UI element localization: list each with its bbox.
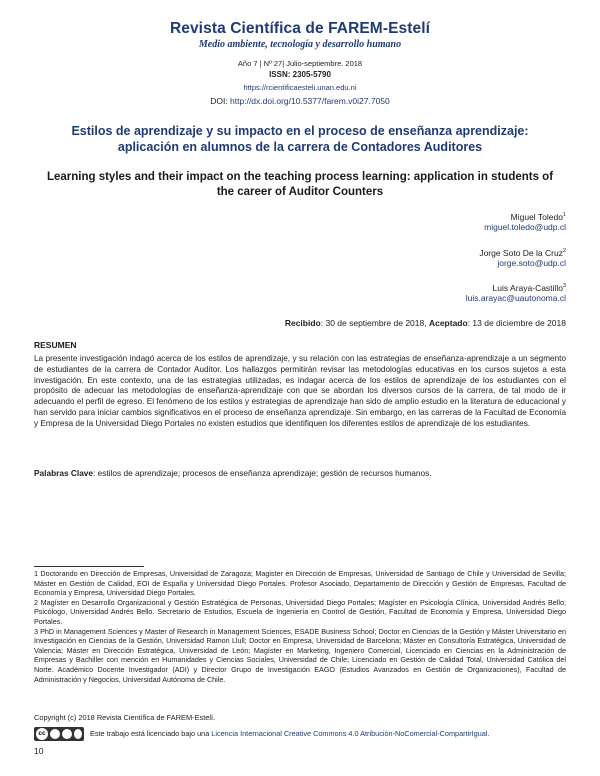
author-email-link[interactable]: luis.arayac@uautonoma.cl [465,293,566,303]
journal-subtitle: Medio ambiente, tecnología y desarrollo humano [198,39,402,50]
noncommercial-icon [62,729,72,739]
footnote-3: 3 PhD in Management Sciences y Master of Research in Management Sciences, ESADE Business School; Doctor en Ciencias de la Gestión y Máster Universitario en Investigación en Ciencias de la Gestión, Universidad Ramon Llull; Doctor en Empresa, Universidad de Barcelona; Máster en Consultoría Estratégica, Universidad de Valencia; Máster en Dirección Estratégica, Universidad de León; Magíster en Marketing, Ingeniero Comercial, Licenciado en Ciencias en la Administración de Empresas y Bachiller con mención en Humanidades y Ciencias Sociales, Universidad de Chile; Licenciado en Gestión de Calidad Total, Universidad Católica del Norte. Académico Docente Investigador (ADI) y Director Grupo de Investigación EAGO (Estudios Avanzados en Gestión de Organizaciones), Facultad de Administración y Negocios, Universidad Autónoma de Chile. [34,626,566,684]
license-prefix: Este trabajo está licenciado bajo una [90,729,212,738]
author-name: Miguel Toledo [510,212,563,222]
cc-icon: cc [36,728,48,740]
author-3 [466,283,566,303]
author-email-link[interactable]: jorge.soto@udp.cl [497,258,566,268]
license-link[interactable]: Licencia Internacional Creative Commons 4.0 Atribución-NoComercial-CompartirIgual [211,729,488,738]
keywords-text: : estilos de aprendizaje; procesos de enseñanza aprendizaje; gestión de recursos humanos. [93,468,432,478]
keywords-label: Palabras Clave [34,468,94,478]
journal-url-link[interactable]: https://rcientificaesteli.unan.edu.ni [243,83,357,92]
page-number: 10 [34,746,44,756]
title-spanish: Estilos de aprendizaje y su impacto en el proceso de enseñanza aprendizaje: aplicación en alumnos de la carrera de Contadores Auditores [71,124,529,154]
license-row [34,727,574,741]
author-footnote-ref[interactable]: 3 [562,283,566,290]
author-footnote-ref[interactable]: 1 [562,212,566,219]
license-suffix: . [487,729,490,738]
author-1 [484,212,566,232]
received-label: Recibido [284,318,321,328]
sharealike-icon [74,729,82,739]
footnote-1: 1 Doctorando en Dirección de Empresas, Universidad de Zaragoza; Magister en Dirección de Empresas, Universidad de Santiago de Chile y Universidad de Sevilla; Máster en Gestión de Calidad, EOI de España y Universidad Diego Portales. Profesor Asociado, Departamento de Dirección y Gestión de Empresas, Facultad de Economía y Empresa, Universidad Diego Portales. [34,569,566,598]
issue-line: Año 7 | Nº 27| Julio-septiembre. 2018 [237,59,363,68]
issn-line: ISSN: 2305-5790 [269,70,331,79]
accepted-date: : 13 de diciembre de 2018 [467,318,566,328]
copyright-line: Copyright (c) 2018 Revista Científica de FAREM-Estelí. [34,713,216,722]
footnote-2: 2 Magíster en Desarrollo Organizacional y Gestión Estratégica de Personas, Universidad Diego Portales; Magíster en Psicología Clínica, Universidad Andrés Bello; Psicólogo, Universidad Andrés Bello. Secretario de Estudios, Escuela de Ingeniería en Control de Gestión, Facultad de Economía y Empresa, Universidad Diego Portales. [34,597,566,626]
title-english: Learning styles and their impact on the teaching process learning: application in students of the career of Auditor Counters [46,171,554,198]
attribution-icon [50,729,60,739]
doi-link[interactable]: http://dx.doi.org/10.5377/farem.v0i27.7050 [230,96,390,106]
abstract-text: La presente investigación indagó acerca de los estilos de aprendizaje, y su relación con las estrategias de enseñanza-aprendizaje a un segmento de estudiantes de la carrera de Contador Auditor. Los hallazgos permitirán revisar las metodologías educativas en los cursos sujetos a esta investigación. En este contexto, una de las estrategias utilizadas, es indagar acerca de los estilos de aprendizaje de los estudiantes con el propósito de adecuar las metodologías de enseñanza-aprendizaje con que se abordan los diversos cursos de la carrera, de tal modo de ir adecuando el perfil de egreso. El fenómeno de los estilos y estrategias de aprendizaje han sido de amplio estudio en la literatura de educacional y han servido para iniciar cambios significativos en el proceso de enseñanza aprendizaje. Sin embargo, en las carreras de la Facultad de Economía y Empresa de la Universidad Diego Portales no existen estudios que identifiquen los diferentes estilos de aprendizaje de los estudiantes. [34,354,566,428]
author-email-link[interactable]: miguel.toledo@udp.cl [484,222,566,232]
journal-title: Revista Científica de FAREM-Estelí [169,20,431,37]
doi-label: DOI: [210,96,231,106]
received-date: : 30 de septiembre de 2018, [320,318,429,328]
dates-line [285,318,566,328]
accepted-label: Aceptado [428,318,468,328]
license-text [90,729,490,738]
abstract-heading: RESUMEN [34,340,77,350]
author-2 [479,248,566,268]
author-name: Luis Araya-Castillo [492,283,563,293]
keywords-line [34,468,566,478]
author-name: Jorge Soto De la Cruz [479,248,563,258]
doi-line [0,96,600,106]
footnotes [34,569,566,684]
author-footnote-ref[interactable]: 2 [562,248,566,255]
creative-commons-badge-icon[interactable] [34,727,84,741]
footnote-divider [34,566,144,567]
